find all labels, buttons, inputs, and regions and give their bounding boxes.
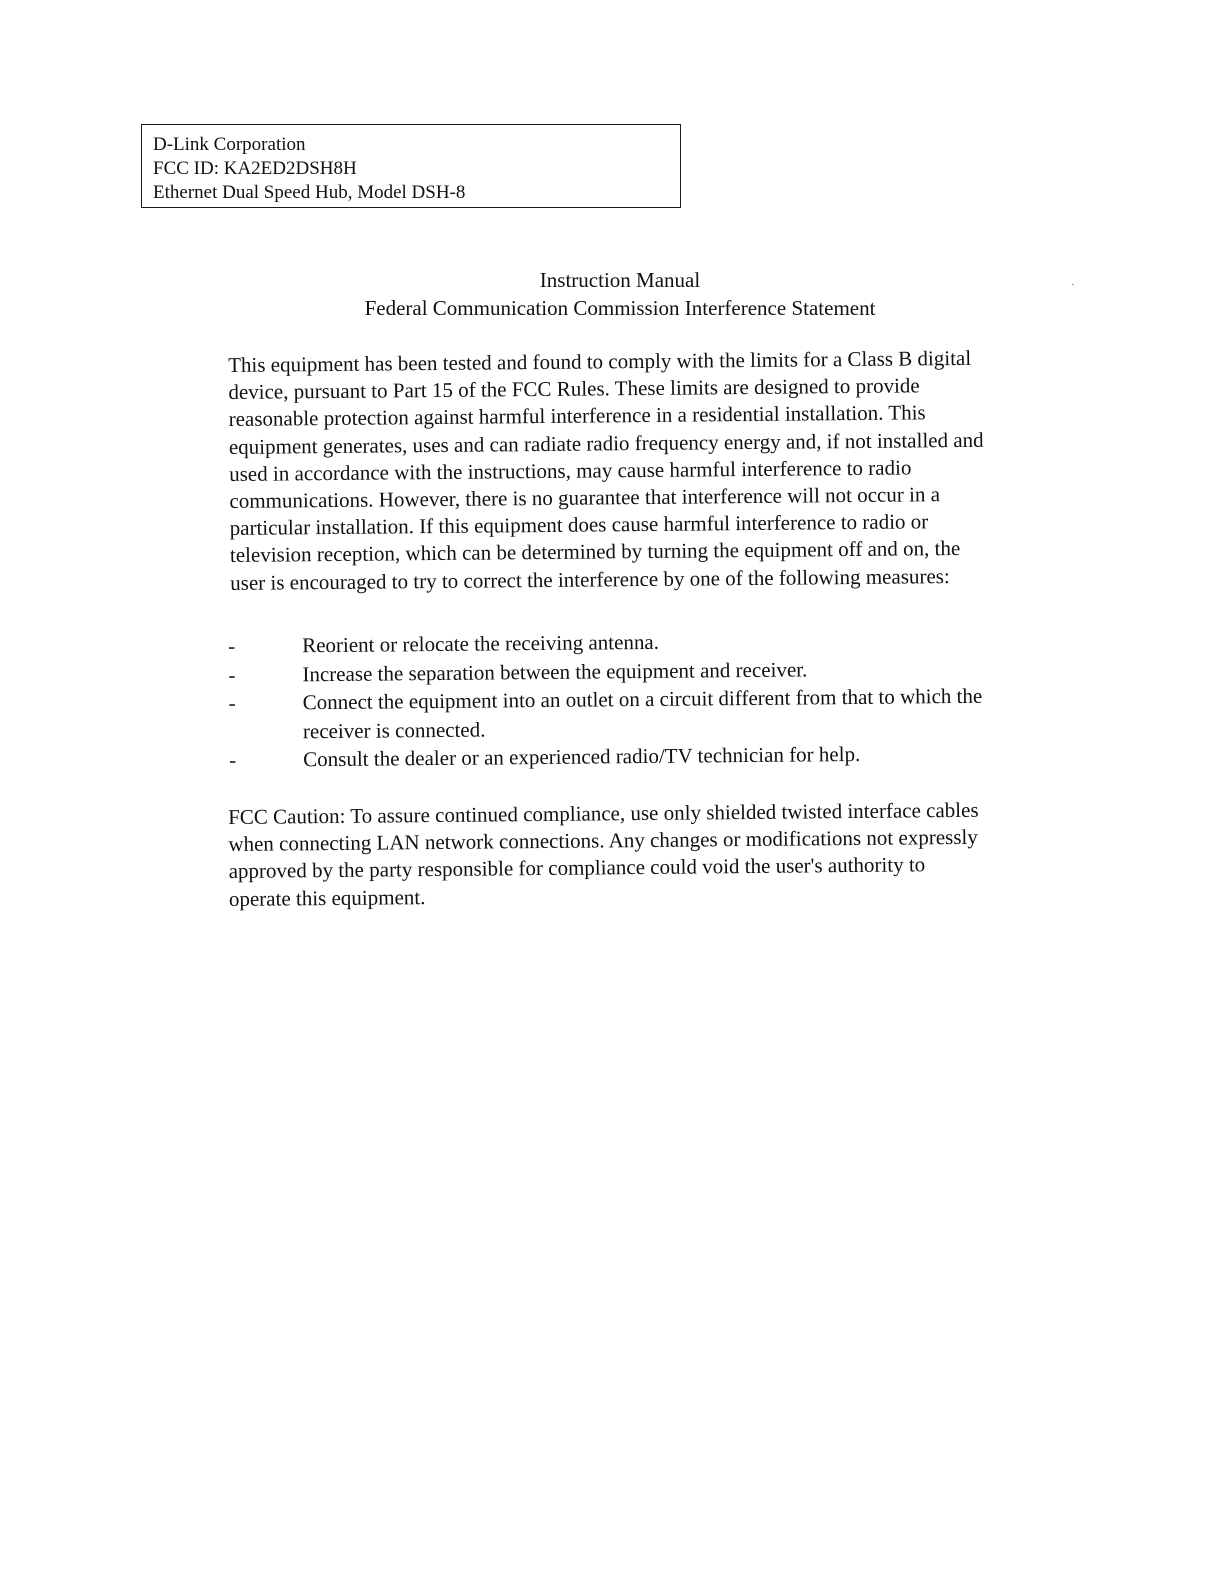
dash-bullet: - xyxy=(228,662,236,687)
header-box xyxy=(141,124,681,208)
paragraph-line: when connecting LAN network connections. Any changes or modifications not expressly xyxy=(228,825,978,857)
paragraph-line: user is encouraged to try to correct the interference by one of the following measures: xyxy=(230,563,950,595)
list-item-text: Connect the equipment into an outlet on a circuit different from that to which the xyxy=(302,683,983,715)
paragraph-line: This equipment has been tested and found to comply with the limits for a Class B digital xyxy=(228,345,972,377)
paragraph-line: particular installation. If this equipment does cause harmful interference to radio or xyxy=(229,509,929,541)
product-model: Ethernet Dual Speed Hub, Model DSH-8 xyxy=(153,182,466,203)
list-item-text: Increase the separation between the equipment and receiver. xyxy=(302,656,808,686)
paragraph-line: reasonable protection against harmful interference in a residential installation. This xyxy=(228,400,926,432)
paragraph-line: used in accordance with the instructions, may cause harmful interference to radio xyxy=(229,455,912,486)
fcc-caution-paragraph xyxy=(228,796,1089,913)
dash-bullet: - xyxy=(229,747,237,772)
fcc-id: FCC ID: KA2ED2DSH8H xyxy=(153,158,357,179)
measures-list xyxy=(228,624,1089,775)
paragraph-line: approved by the party responsible for compliance could void the user's authority to xyxy=(228,852,926,884)
document-title xyxy=(300,266,940,322)
title-line-manual: Instruction Manual xyxy=(539,268,701,292)
list-item xyxy=(229,681,1090,746)
scan-speck xyxy=(1072,284,1074,285)
dash-bullet: - xyxy=(228,633,236,658)
paragraph-line: communications. However, there is no guarantee that interference will not occur in a xyxy=(229,482,941,514)
interference-statement-paragraph xyxy=(228,344,1090,597)
company-name: D-Link Corporation xyxy=(153,134,306,155)
list-item-text: receiver is connected. xyxy=(302,717,486,743)
paragraph-line: equipment generates, uses and can radiate radio frequency energy and, if not installed and xyxy=(228,427,984,459)
list-item-text: Reorient or relocate the receiving antenna. xyxy=(302,629,660,658)
paragraph-line: operate this equipment. xyxy=(228,884,426,911)
paragraph-line: device, pursuant to Part 15 of the FCC Rules. These limits are designed to provide xyxy=(228,373,920,405)
paragraph-line: FCC Caution: To assure continued compliance, use only shielded twisted interface cables xyxy=(228,797,979,829)
list-item-text: Consult the dealer or an experienced radio/TV technician for help. xyxy=(303,741,861,772)
dash-bullet: - xyxy=(228,690,236,715)
paragraph-line: television reception, which can be determined by turning the equipment off and on, the xyxy=(229,536,961,568)
title-line-statement: Federal Communication Commission Interference Statement xyxy=(364,296,876,320)
